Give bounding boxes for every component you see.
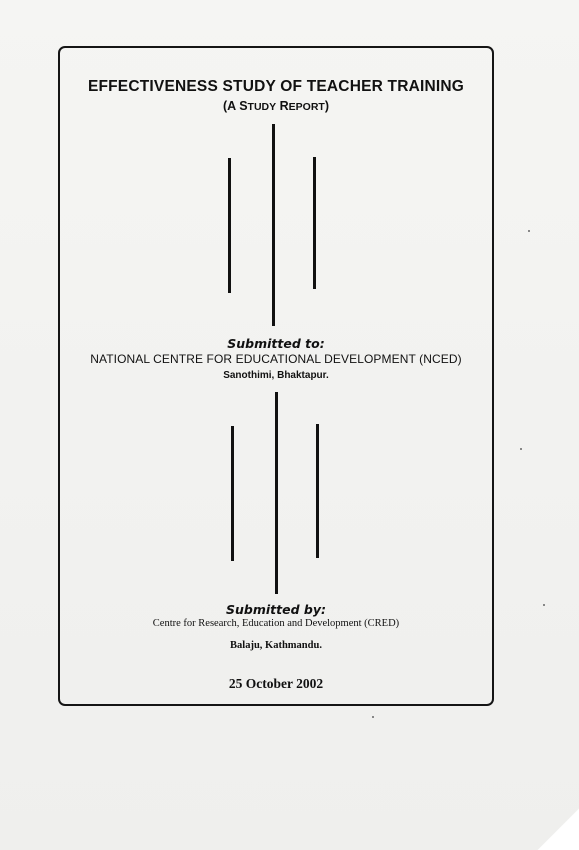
report-date: 25 October 2002 [228,676,324,691]
decorative-bar-lower-left [231,426,234,561]
submitted-to-organization: NATIONAL CENTRE FOR EDUCATIONAL DEVELOPMENT (NCED) [90,352,462,366]
submitted-by-heading: Submitted by: [226,602,326,617]
submitted-by-address: Balaju, Kathmandu. [230,640,322,651]
decorative-bar-upper-right [313,157,316,289]
cover-frame [58,46,494,706]
paper-speck [528,230,530,232]
paper-speck [372,716,374,718]
paper-speck [520,448,522,450]
report-title: EFFECTIVENESS STUDY OF TEACHER TRAINING [87,78,465,95]
report-subtitle: (A STUDY REPORT) [223,99,329,113]
decorative-bar-upper-left [228,158,231,293]
decorative-bar-lower-center [275,392,278,594]
submitted-to-heading: Submitted to: [227,336,325,351]
submitted-to-address: Sanothimi, Bhaktapur. [223,370,329,381]
submitted-by-organization: Centre for Research, Education and Development (CRED) [152,618,400,629]
decorative-bar-upper-center [272,124,275,326]
paper-speck [543,604,545,606]
decorative-bar-lower-right [316,424,319,558]
page-corner-curl [534,802,579,850]
